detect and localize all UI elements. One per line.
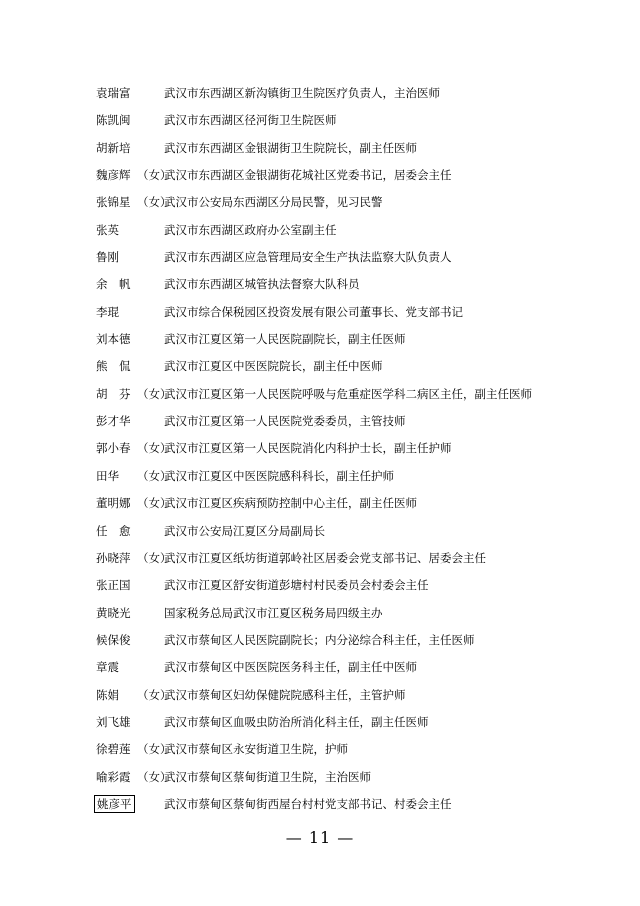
person-name: 袁瑞富 bbox=[96, 86, 131, 100]
person-name: 郭小春 bbox=[96, 441, 131, 456]
position-description: 武汉市东西湖区新沟镇街卫生院医疗负责人，主治医师 bbox=[164, 86, 440, 100]
gender-note: （女） bbox=[137, 687, 172, 702]
list-item bbox=[96, 271, 616, 298]
position-description: 武汉市公安局东西湖区分局民警，见习民警 bbox=[164, 195, 383, 210]
position-description: 武汉市蔡甸区妇幼保健院院感科主任，主管护师 bbox=[164, 687, 406, 702]
list-item bbox=[96, 107, 616, 134]
list-item bbox=[96, 408, 616, 435]
honoree-list bbox=[96, 80, 616, 818]
person-name: 鲁刚 bbox=[96, 250, 119, 265]
list-item bbox=[96, 353, 616, 380]
person-name: 胡新培 bbox=[96, 140, 131, 155]
list-item bbox=[96, 764, 616, 791]
position-description: 武汉市江夏区中医医院院长，副主任中医师 bbox=[164, 359, 383, 374]
person-name: 彭才华 bbox=[96, 414, 131, 429]
person-name: 胡 芬 bbox=[96, 386, 131, 401]
person-name: 陈凯闽 bbox=[96, 113, 131, 128]
position-description: 武汉市江夏区第一人民医院消化内科护士长，副主任护师 bbox=[164, 441, 452, 456]
list-item bbox=[96, 435, 616, 462]
position-description: 武汉市东西湖区政府办公室副主任 bbox=[164, 222, 337, 237]
gender-note: （女） bbox=[137, 386, 172, 401]
list-item bbox=[96, 627, 616, 654]
position-description: 武汉市东西湖区金银湖街卫生院院长，副主任医师 bbox=[164, 140, 417, 155]
position-description: 武汉市蔡甸区蔡甸街道卫生院，主治医师 bbox=[164, 769, 371, 784]
position-description: 武汉市公安局江夏区分局副局长 bbox=[164, 523, 325, 538]
position-description: 武汉市蔡甸区蔡甸街西屋台村村党支部书记、村委会主任 bbox=[164, 796, 452, 811]
list-item bbox=[96, 299, 616, 326]
list-item bbox=[96, 244, 616, 271]
list-item bbox=[96, 80, 616, 107]
person-name: 孙晓萍 bbox=[96, 550, 131, 565]
list-item bbox=[96, 791, 616, 818]
list-item bbox=[96, 381, 616, 408]
person-name: 徐碧莲 bbox=[96, 742, 131, 757]
gender-note: （女） bbox=[137, 769, 172, 784]
position-description: 武汉市蔡甸区人民医院副院长；内分泌综合科主任，主任医师 bbox=[164, 632, 475, 647]
person-name: 余 帆 bbox=[96, 277, 131, 292]
position-description: 武汉市江夏区第一人民医院党委委员，主管技师 bbox=[164, 414, 406, 429]
gender-note: （女） bbox=[137, 742, 172, 757]
person-name: 黄晓光 bbox=[96, 605, 131, 620]
list-item bbox=[96, 709, 616, 736]
position-description: 武汉市江夏区纸坊街道郭岭社区居委会党支部书记、居委会主任 bbox=[164, 550, 486, 565]
list-item bbox=[96, 463, 616, 490]
position-description: 武汉市江夏区舒安街道彭塘村村民委员会村委会主任 bbox=[164, 578, 429, 593]
person-name: 董明娜 bbox=[96, 496, 131, 511]
position-description: 武汉市江夏区第一人民医院呼吸与危重症医学科二病区主任，副主任医师 bbox=[164, 386, 532, 401]
position-description: 武汉市东西湖区金银湖街花城社区党委书记，居委会主任 bbox=[164, 168, 452, 183]
person-name: 章震 bbox=[96, 660, 119, 675]
position-description: 武汉市蔡甸区血吸虫防治所消化科主任，副主任医师 bbox=[164, 714, 429, 729]
gender-note: （女） bbox=[137, 496, 172, 511]
gender-note: （女） bbox=[137, 441, 172, 456]
gender-note: （女） bbox=[137, 550, 172, 565]
gender-note: （女） bbox=[137, 168, 172, 183]
list-item bbox=[96, 162, 616, 189]
list-item bbox=[96, 326, 616, 353]
position-description: 国家税务总局武汉市江夏区税务局四级主办 bbox=[164, 605, 383, 620]
list-item bbox=[96, 490, 616, 517]
person-name: 魏彦辉 bbox=[96, 168, 131, 183]
position-description: 武汉市江夏区中医医院感科科长，副主任护师 bbox=[164, 468, 394, 483]
list-item bbox=[96, 736, 616, 763]
list-item bbox=[96, 518, 616, 545]
position-description: 武汉市东西湖区径河街卫生院医师 bbox=[164, 113, 337, 128]
person-name: 张锦星 bbox=[96, 195, 131, 210]
person-name: 李琨 bbox=[96, 304, 119, 319]
person-name: 张英 bbox=[96, 222, 119, 237]
person-name: 熊 侃 bbox=[96, 359, 131, 374]
list-item bbox=[96, 682, 616, 709]
position-description: 武汉市江夏区第一人民医院副院长，副主任医师 bbox=[164, 332, 406, 347]
gender-note: （女） bbox=[137, 195, 172, 210]
list-item bbox=[96, 189, 616, 216]
list-item bbox=[96, 217, 616, 244]
position-description: 武汉市综合保税园区投资发展有限公司董事长、党支部书记 bbox=[164, 304, 463, 319]
list-item bbox=[96, 572, 616, 599]
position-description: 武汉市东西湖区应急管理局安全生产执法监察大队负责人 bbox=[164, 250, 452, 265]
person-name: 刘飞雄 bbox=[96, 714, 131, 729]
gender-note: （女） bbox=[137, 468, 172, 483]
person-name: 田华 bbox=[96, 468, 119, 483]
list-item bbox=[96, 654, 616, 681]
person-name: 任 愈 bbox=[96, 523, 131, 538]
list-item bbox=[96, 135, 616, 162]
list-item bbox=[96, 545, 616, 572]
position-description: 武汉市蔡甸区中医医院医务科主任，副主任中医师 bbox=[164, 660, 417, 675]
person-name: 刘本德 bbox=[96, 332, 131, 347]
position-description: 武汉市蔡甸区永安街道卫生院，护师 bbox=[164, 742, 348, 757]
list-item bbox=[96, 600, 616, 627]
person-name: 姚彦平 bbox=[97, 796, 132, 811]
position-description: 武汉市东西湖区城管执法督察大队科员 bbox=[164, 277, 360, 292]
person-name: 候保俊 bbox=[96, 632, 131, 647]
page-number: — 11 — bbox=[285, 828, 355, 847]
person-name: 张正国 bbox=[96, 578, 131, 593]
person-name: 喻彩霞 bbox=[96, 769, 131, 784]
position-description: 武汉市江夏区疾病预防控制中心主任，副主任医师 bbox=[164, 496, 417, 511]
person-name: 陈娟 bbox=[96, 687, 119, 702]
